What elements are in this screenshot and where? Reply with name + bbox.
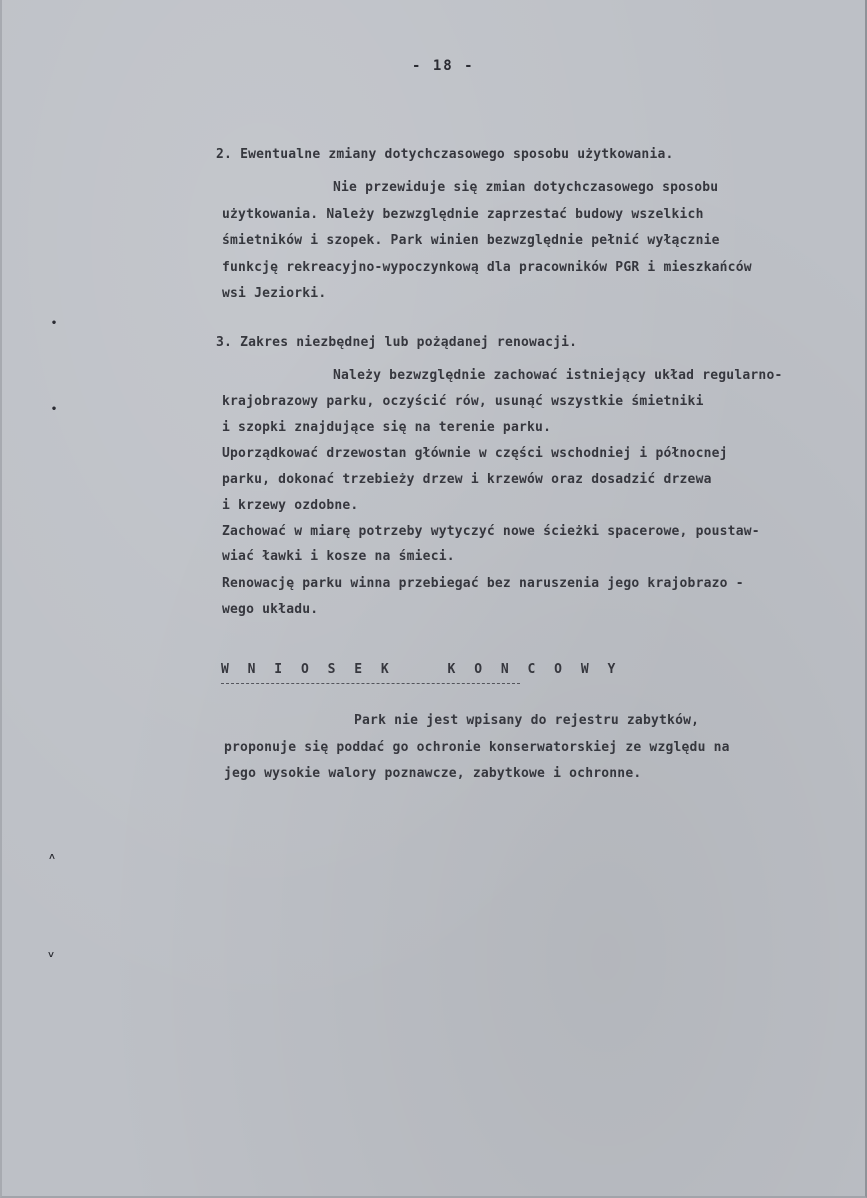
section-3-line-10: wego układu. <box>222 602 319 617</box>
section-2-heading: 2. Ewentualne zmiany dotychczasowego sposobu użytkowania. <box>216 147 674 162</box>
section-3-line-5: parku, dokonać trzebieży drzew i krzewów oraz dosadzić drzewa <box>222 472 712 487</box>
section-3-line-4: Uporządkować drzewostan głównie w części wschodniej i północnej <box>222 446 728 461</box>
section-2-line-2: użytkowania. Należy bezwzględnie zaprzestać budowy wszelkich <box>222 207 704 222</box>
final-line-2: proponuje się poddać go ochronie konserwatorskiej ze względu na <box>224 740 730 755</box>
section-3-line-8: wiać ławki i kosze na śmieci. <box>222 549 455 564</box>
final-line-3: jego wysokie walory poznawcze, zabytkowe i ochronne. <box>224 766 642 781</box>
section-3-line-9: Renowację parku winna przebiegać bez naruszenia jego krajobrazo - <box>222 576 744 591</box>
margin-mark: • <box>51 318 58 329</box>
section-2-line-5: wsi Jeziorki. <box>222 286 327 301</box>
section-2-line-4: funkcję rekreacyjno-wypoczynkową dla pracowników PGR i mieszkańców <box>222 260 752 275</box>
final-heading: W N I O S E K K O N C O W Y <box>221 662 621 677</box>
section-2-line-3: śmietników i szopek. Park winien bezwzględnie pełnić wyłącznie <box>222 233 720 248</box>
section-2-line-1: Nie przewiduje się zmian dotychczasowego sposobu <box>333 180 719 195</box>
section-3-line-6: i krzewy ozdobne. <box>222 498 359 513</box>
page-number: - 18 - <box>412 58 475 74</box>
margin-mark: ˅ <box>48 950 55 961</box>
final-line-1: Park nie jest wpisany do rejestru zabytków, <box>354 713 700 728</box>
final-heading-underline <box>221 683 520 684</box>
section-3-line-7: Zachować w miarę potrzeby wytyczyć nowe ścieżki spacerowe, poustaw- <box>222 524 760 539</box>
section-3-line-2: krajobrazowy parku, oczyścić rów, usunąć wszystkie śmietniki <box>222 394 704 409</box>
margin-mark: ˄ <box>49 852 56 863</box>
section-3-heading: 3. Zakres niezbędnej lub pożądanej renowacji. <box>216 335 578 350</box>
section-3-line-1: Należy bezwzględnie zachować istniejący układ regularno- <box>333 368 783 383</box>
section-3-line-3: i szopki znajdujące się na terenie parku. <box>222 420 552 435</box>
margin-mark: • <box>51 404 58 415</box>
